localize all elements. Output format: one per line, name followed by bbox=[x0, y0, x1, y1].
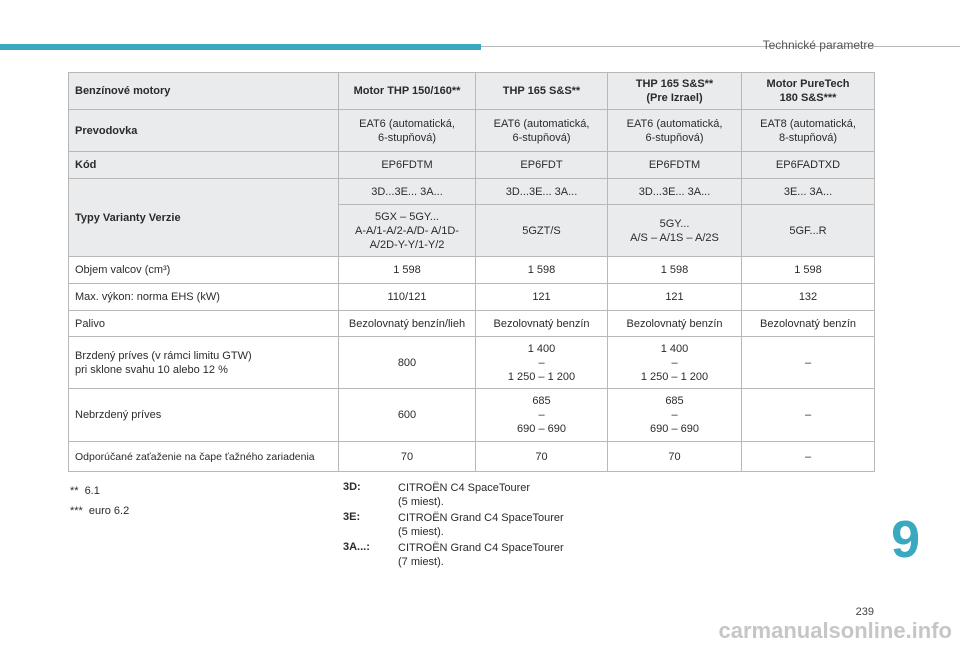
row-label: Objem valcov (cm³) bbox=[69, 257, 339, 284]
table-cell: 5GZT/S bbox=[476, 205, 608, 257]
table-cell: – bbox=[742, 337, 875, 389]
table-cell: EP6FADTXD bbox=[742, 152, 875, 179]
row-label: Kód bbox=[69, 152, 339, 179]
footnote-mark: *** bbox=[70, 505, 83, 517]
table-row bbox=[69, 442, 875, 472]
table-cell: 3E... 3A... bbox=[742, 179, 875, 205]
legend-value: CITROËN C4 SpaceTourer (5 miest). bbox=[398, 482, 531, 508]
table-cell: – bbox=[742, 389, 875, 442]
footnote bbox=[70, 481, 129, 501]
chapter-number: 9 bbox=[891, 511, 920, 569]
row-label: Odporúčané zaťaženie na čape ťažného zariadenia bbox=[69, 442, 339, 472]
page-number: 239 bbox=[855, 606, 874, 618]
table-cell: Bezolovnatý benzín/lieh bbox=[339, 311, 476, 337]
table-cell: 3D...3E... 3A... bbox=[476, 179, 608, 205]
table-cell: 685 – 690 – 690 bbox=[476, 389, 608, 442]
table-cell: EAT6 (automatická, 6-stupňová) bbox=[608, 110, 742, 152]
watermark: carmanualsonline.info bbox=[718, 618, 952, 643]
table-cell: EP6FDT bbox=[476, 152, 608, 179]
footnote-text: 6.1 bbox=[84, 485, 100, 497]
table-cell: 1 400 – 1 250 – 1 200 bbox=[476, 337, 608, 389]
header-rule bbox=[481, 46, 960, 47]
table-cell: Bezolovnatý benzín bbox=[608, 311, 742, 337]
table-cell: 3D...3E... 3A... bbox=[608, 179, 742, 205]
table-cell: 5GF...R bbox=[742, 205, 875, 257]
table-row bbox=[69, 110, 875, 152]
row-label: Max. výkon: norma EHS (kW) bbox=[69, 284, 339, 311]
table-cell: 1 598 bbox=[339, 257, 476, 284]
table-cell: 121 bbox=[476, 284, 608, 311]
table-row bbox=[69, 389, 875, 442]
table-cell: EP6FDTM bbox=[339, 152, 476, 179]
table-cell: 110/121 bbox=[339, 284, 476, 311]
legend-item bbox=[343, 481, 598, 509]
accent-bar bbox=[0, 44, 481, 50]
table-cell: 685 – 690 – 690 bbox=[608, 389, 742, 442]
table-cell: 70 bbox=[476, 442, 608, 472]
table-cell: Bezolovnatý benzín bbox=[742, 311, 875, 337]
table-row bbox=[69, 284, 875, 311]
table-cell: 1 598 bbox=[608, 257, 742, 284]
legend-value: CITROËN Grand C4 SpaceTourer (7 miest). bbox=[398, 542, 564, 568]
model-legend bbox=[343, 481, 598, 571]
row-label: Nebrzdený príves bbox=[69, 389, 339, 442]
legend-key: 3D: bbox=[343, 481, 361, 493]
engine-spec-table bbox=[68, 72, 875, 472]
legend-key: 3E: bbox=[343, 511, 361, 523]
table-cell: EP6FDTM bbox=[608, 152, 742, 179]
section-title: Technické parametre bbox=[762, 38, 874, 52]
table-cell: 132 bbox=[742, 284, 875, 311]
table-header-cell: Benzínové motory bbox=[69, 73, 339, 110]
table-header-cell: THP 165 S&S** bbox=[476, 73, 608, 110]
table-row bbox=[69, 257, 875, 284]
table-cell: EAT8 (automatická, 8-stupňová) bbox=[742, 110, 875, 152]
table-cell: 1 598 bbox=[742, 257, 875, 284]
table-cell: 800 bbox=[339, 337, 476, 389]
table-cell: 70 bbox=[608, 442, 742, 472]
table-cell: EAT6 (automatická, 6-stupňová) bbox=[339, 110, 476, 152]
table-cell: 5GX – 5GY... A-A/1-A/2-A/D- A/1D- A/2D-Y-Y/1-Y/2 bbox=[339, 205, 476, 257]
table-row bbox=[69, 311, 875, 337]
table-cell: – bbox=[742, 442, 875, 472]
row-label: Prevodovka bbox=[69, 110, 339, 152]
table-header-cell: Motor PureTech 180 S&S*** bbox=[742, 73, 875, 110]
table-cell: EAT6 (automatická, 6-stupňová) bbox=[476, 110, 608, 152]
legend-value: CITROËN Grand C4 SpaceTourer (5 miest). bbox=[398, 512, 564, 538]
table-cell: 1 598 bbox=[476, 257, 608, 284]
footnote bbox=[70, 501, 129, 521]
legend-key: 3A...: bbox=[343, 541, 370, 553]
table-cell: 5GY... A/S – A/1S – A/2S bbox=[608, 205, 742, 257]
table-cell: 70 bbox=[339, 442, 476, 472]
table-cell: 3D...3E... 3A... bbox=[339, 179, 476, 205]
table-cell: 600 bbox=[339, 389, 476, 442]
table-row bbox=[69, 179, 875, 205]
row-label: Brzdený príves (v rámci limitu GTW) pri sklone svahu 10 alebo 12 % bbox=[69, 337, 339, 389]
row-label: Palivo bbox=[69, 311, 339, 337]
legend-item bbox=[343, 541, 598, 569]
table-cell: 1 400 – 1 250 – 1 200 bbox=[608, 337, 742, 389]
table-cell: 121 bbox=[608, 284, 742, 311]
table-row bbox=[69, 337, 875, 389]
legend-item bbox=[343, 511, 598, 539]
footnote-mark: ** bbox=[70, 485, 79, 497]
table-cell: Bezolovnatý benzín bbox=[476, 311, 608, 337]
table-header-row bbox=[69, 73, 875, 110]
footnotes bbox=[70, 481, 129, 521]
row-label: Typy Varianty Verzie bbox=[69, 179, 339, 257]
table-header-cell: THP 165 S&S** (Pre Izrael) bbox=[608, 73, 742, 110]
footnote-text: euro 6.2 bbox=[88, 505, 130, 517]
table-row bbox=[69, 152, 875, 179]
table-header-cell: Motor THP 150/160** bbox=[339, 73, 476, 110]
